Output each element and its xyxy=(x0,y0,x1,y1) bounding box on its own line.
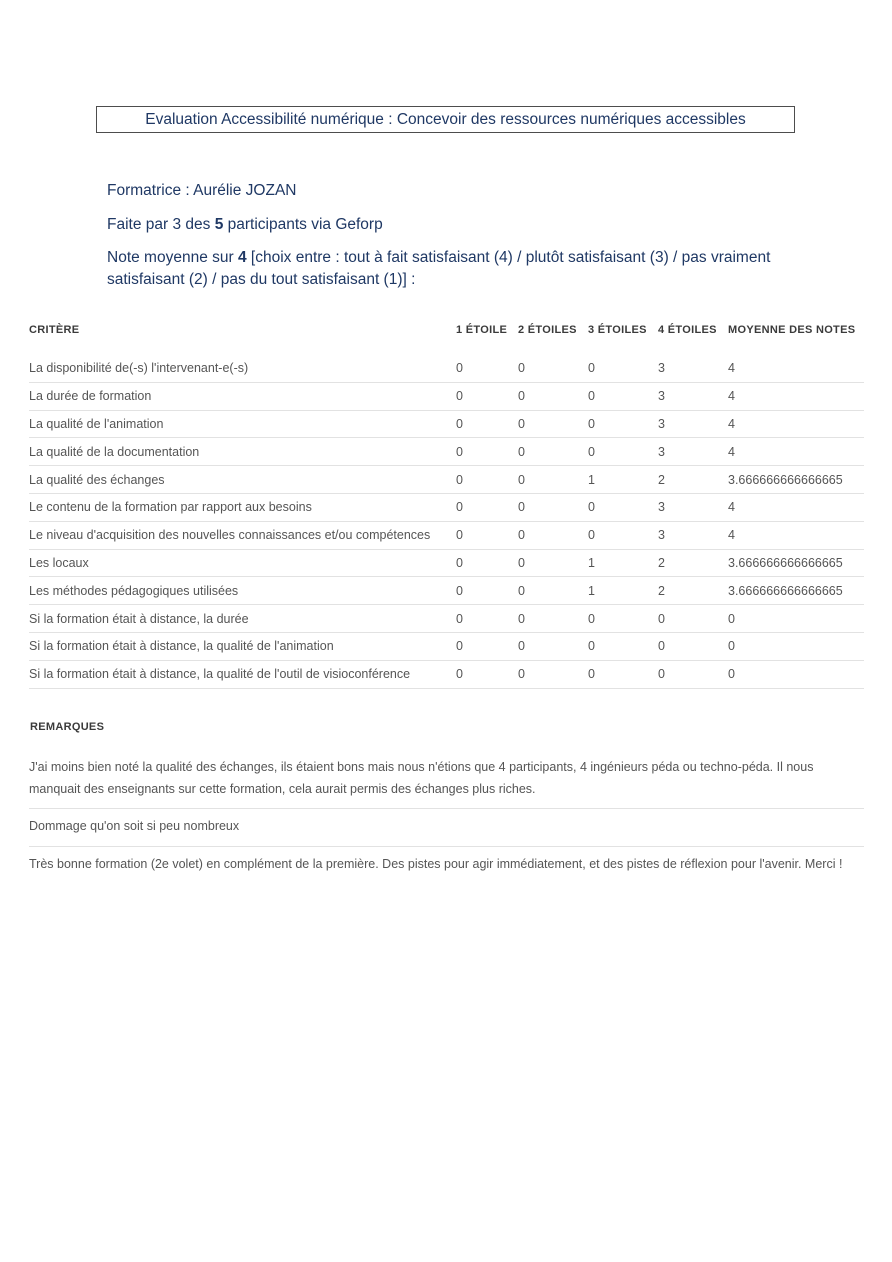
cell-2-etoiles: 0 xyxy=(518,389,525,404)
cell-4-etoiles: 3 xyxy=(658,528,665,543)
cell-2-etoiles: 0 xyxy=(518,611,525,626)
cell-3-etoiles: 0 xyxy=(588,611,595,626)
cell-2-etoiles: 0 xyxy=(518,583,525,598)
cell-3-etoiles: 0 xyxy=(588,361,595,376)
criterion-label: Si la formation était à distance, la qualité de l'outil de visioconférence xyxy=(29,667,411,682)
cell-3-etoiles: 0 xyxy=(588,667,595,682)
cell-4-etoiles: 0 xyxy=(658,611,665,626)
cell-moyenne: 0 xyxy=(728,639,735,654)
cell-4-etoiles: 0 xyxy=(658,667,665,682)
table-row xyxy=(29,438,864,466)
cell-2-etoiles: 0 xyxy=(518,444,525,459)
table-row xyxy=(29,383,864,411)
criterion-label: La disponibilité de(-s) l'intervenant-e(-s) xyxy=(29,361,249,376)
criterion-label: Le niveau d'acquisition des nouvelles connaissances et/ou compétences xyxy=(29,528,431,543)
cell-moyenne: 3.666666666666665 xyxy=(728,583,843,598)
cell-2-etoiles: 0 xyxy=(518,667,525,682)
remark-item: Dommage qu'on soit si peu nombreux xyxy=(29,809,864,847)
page-title: Evaluation Accessibilité numérique : Concevoir des ressources numériques accessibles xyxy=(145,110,746,128)
table-row xyxy=(29,577,864,605)
cell-1-etoile: 0 xyxy=(456,389,463,404)
cell-1-etoile: 0 xyxy=(456,667,463,682)
table-body xyxy=(29,355,864,689)
cell-3-etoiles: 0 xyxy=(588,639,595,654)
cell-4-etoiles: 3 xyxy=(658,416,665,431)
cell-1-etoile: 0 xyxy=(456,361,463,376)
report-title-box xyxy=(96,106,795,133)
cell-4-etoiles: 2 xyxy=(658,555,665,570)
cell-moyenne: 0 xyxy=(728,611,735,626)
cell-moyenne: 4 xyxy=(728,500,735,515)
cell-3-etoiles: 0 xyxy=(588,444,595,459)
header-moyenne: MOYENNE DES NOTES xyxy=(728,324,856,336)
criterion-label: Si la formation était à distance, la qualité de l'animation xyxy=(29,639,334,654)
table-row xyxy=(29,411,864,439)
table-row xyxy=(29,466,864,494)
cell-1-etoile: 0 xyxy=(456,583,463,598)
table-row xyxy=(29,661,864,689)
cell-4-etoiles: 3 xyxy=(658,444,665,459)
cell-4-etoiles: 3 xyxy=(658,500,665,515)
cell-3-etoiles: 0 xyxy=(588,528,595,543)
cell-moyenne: 4 xyxy=(728,444,735,459)
remark-item: J'ai moins bien noté la qualité des échanges, ils étaient bons mais nous n'étions que 4 participants, 4 ingénieurs péda ou techno-péda. Il nous manquait des enseignants sur cette formation, cela aurait permis des échanges plus riches. xyxy=(29,750,864,809)
cell-4-etoiles: 3 xyxy=(658,361,665,376)
cell-3-etoiles: 1 xyxy=(588,555,595,570)
criterion-label: Les méthodes pédagogiques utilisées xyxy=(29,583,239,598)
table-row xyxy=(29,355,864,383)
table-row xyxy=(29,522,864,550)
cell-moyenne: 0 xyxy=(728,667,735,682)
criterion-label: La qualité des échanges xyxy=(29,472,165,487)
cell-moyenne: 4 xyxy=(728,361,735,376)
cell-moyenne: 4 xyxy=(728,389,735,404)
formatrice-line: Formatrice : Aurélie JOZAN xyxy=(107,182,297,199)
cell-4-etoiles: 0 xyxy=(658,639,665,654)
criterion-label: La durée de formation xyxy=(29,389,152,404)
cell-1-etoile: 0 xyxy=(456,416,463,431)
cell-2-etoiles: 0 xyxy=(518,472,525,487)
cell-3-etoiles: 1 xyxy=(588,472,595,487)
header-1-etoile: 1 ÉTOILE xyxy=(456,324,508,336)
cell-4-etoiles: 3 xyxy=(658,389,665,404)
remarques-header: REMARQUES xyxy=(30,721,105,733)
note-suffix: [choix entre : tout à fait satisfaisant (4) / plutôt satisfaisant (3) / pas vraiment satisfaisant (2) / pas du tout satisfaisant (1)] : xyxy=(107,249,771,288)
header-4-etoiles: 4 ÉTOILES xyxy=(658,324,717,336)
table-row xyxy=(29,494,864,522)
cell-3-etoiles: 1 xyxy=(588,583,595,598)
cell-3-etoiles: 0 xyxy=(588,500,595,515)
table-row xyxy=(29,550,864,578)
cell-moyenne: 3.666666666666665 xyxy=(728,555,843,570)
cell-2-etoiles: 0 xyxy=(518,361,525,376)
criterion-label: La qualité de la documentation xyxy=(29,444,200,459)
cell-1-etoile: 0 xyxy=(456,528,463,543)
cell-1-etoile: 0 xyxy=(456,472,463,487)
cell-1-etoile: 0 xyxy=(456,500,463,515)
note-moyenne-line xyxy=(107,247,779,291)
participants-count: 5 xyxy=(214,216,224,233)
evaluation-table xyxy=(29,322,864,689)
header-2-etoiles: 2 ÉTOILES xyxy=(518,324,577,336)
table-row xyxy=(29,605,864,633)
cell-moyenne: 3.666666666666665 xyxy=(728,472,843,487)
participants-line xyxy=(107,214,383,236)
cell-2-etoiles: 0 xyxy=(518,528,525,543)
cell-moyenne: 4 xyxy=(728,528,735,543)
cell-1-etoile: 0 xyxy=(456,639,463,654)
table-header-row xyxy=(29,322,864,338)
participants-suffix: participants via Geforp xyxy=(223,216,383,233)
criterion-label: Le contenu de la formation par rapport aux besoins xyxy=(29,500,312,515)
criterion-label: Les locaux xyxy=(29,555,89,570)
cell-2-etoiles: 0 xyxy=(518,416,525,431)
cell-2-etoiles: 0 xyxy=(518,500,525,515)
cell-2-etoiles: 0 xyxy=(518,639,525,654)
cell-4-etoiles: 2 xyxy=(658,583,665,598)
remark-item: Très bonne formation (2e volet) en complément de la première. Des pistes pour agir immédiatement, et des pistes de réflexion pour l'avenir. Merci ! xyxy=(29,856,843,871)
criterion-label: Si la formation était à distance, la durée xyxy=(29,611,249,626)
cell-1-etoile: 0 xyxy=(456,611,463,626)
table-row xyxy=(29,633,864,661)
cell-2-etoiles: 0 xyxy=(518,555,525,570)
header-critere: CRITÈRE xyxy=(29,324,80,336)
cell-3-etoiles: 0 xyxy=(588,416,595,431)
cell-moyenne: 4 xyxy=(728,416,735,431)
cell-3-etoiles: 0 xyxy=(588,389,595,404)
participants-prefix: Faite par 3 des xyxy=(107,216,215,233)
cell-1-etoile: 0 xyxy=(456,444,463,459)
cell-4-etoiles: 2 xyxy=(658,472,665,487)
criterion-label: La qualité de l'animation xyxy=(29,416,164,431)
remarques-list xyxy=(29,750,864,883)
cell-1-etoile: 0 xyxy=(456,555,463,570)
note-max: 4 xyxy=(237,249,247,266)
header-3-etoiles: 3 ÉTOILES xyxy=(588,324,647,336)
note-prefix: Note moyenne sur xyxy=(107,249,238,266)
